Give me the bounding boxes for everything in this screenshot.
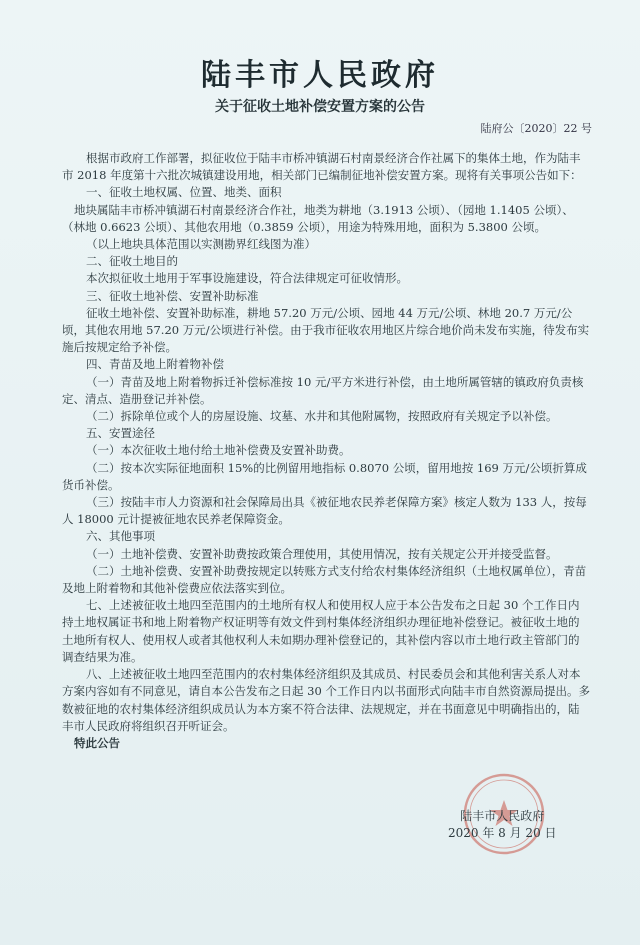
- document-subtitle: 关于征收土地补偿安置方案的公告: [215, 99, 425, 115]
- paragraph: 征收土地补偿、安置补助标准，耕地 57.20 万元/公顷、园地 44 万元/公顷、林地 20.7 万元/公顷，其他农用地 57.20 万元/公顷进行补偿。由于我市征收农用地区片综合地价尚未发布实施，待发布实施后按规定给予补偿。: [62, 305, 590, 355]
- paragraph: （一）土地补偿费、安置补助费按政策合理使用，其使用情况，按有关规定公开并接受监督。: [86, 546, 558, 561]
- document-title: 陆丰市人民政府: [201, 58, 439, 93]
- paragraph: （一）青苗及地上附着物拆迁补偿标准按 10 元/平方米进行补偿，由土地所属管辖的镇政府负责核定、清点、造册登记并补偿。: [62, 374, 584, 406]
- document-body: [62, 150, 590, 752]
- section-heading-6: 六、其他事项: [86, 529, 155, 544]
- paragraph: （二）土地补偿费、安置补助费按规定以转账方式支付给农村集体经济组织（土地权属单位），青苗及地上附着物和其他补偿费应依法落实到位。: [62, 563, 587, 596]
- section-heading-4: 四、青苗及地上附着物补偿: [86, 357, 224, 372]
- signature-org: 陆丰市人民政府: [460, 809, 545, 823]
- section-heading-5: 五、安置途径: [86, 426, 155, 441]
- paragraph: （一）本次征收土地付给土地补偿费及安置补助费。: [86, 443, 351, 458]
- section-heading-3: 三、征收土地补偿、安置补助标准: [86, 288, 259, 303]
- paragraph: 地块属陆丰市桥冲镇湖石村南景经济合作社，地类为耕地（3.1913 公顷）、（园地 1.1405 公顷）、（林地 0.6623 公顷）、其他农用地（0.3859 公顷），用途为特殊用地，面积为 5.3800 公顷。: [62, 202, 574, 234]
- paragraph: （三）按陆丰市人力资源和社会保障局出具《被征地农民养老保障方案》核定人数为 133 人，按每人 18000 元计提被征地农民养老保障资金。: [62, 495, 587, 527]
- section-heading-2: 二、征收土地目的: [86, 254, 178, 269]
- paragraph: （二）拆除单位或个人的房屋设施、坟墓、水井和其他附属物，按照政府有关规定予以补偿。: [86, 409, 558, 424]
- paragraph-intro: 根据市政府工作部署，拟征收位于陆丰市桥冲镇湖石村南景经济合作社属下的集体土地，作为陆丰市 2018 年度第十六批次城镇建设用地，相关部门已编制征地补偿安置方案。现将有关事项公告如下：: [62, 151, 582, 183]
- closing-phrase: 特此公告: [74, 735, 120, 750]
- paragraph-note: （以上地块具体范围以实测勘界红线图为准）: [86, 237, 316, 252]
- section-heading-1: 一、征收土地权属、位置、地类、面积: [86, 185, 282, 200]
- signature-block: [448, 808, 557, 842]
- paragraph: （二）按本次实际征地面积 15%的比例留用地指标 0.8070 公顷，留用地按 169 万元/公顷折算成货币补偿。: [62, 460, 587, 492]
- paragraph: 本次拟征收土地用于军事设施建设，符合法律规定可征收情形。: [86, 271, 408, 286]
- paragraph: 七、上述被征收土地四至范围内的土地所有权人和使用权人应于本公告发布之日起 30 个工作日内持土地权属证书和地上附着物产权证明等有效文件到村集体经济组织办理征地补偿登记。被征收土地的土地所有权人、使用权人或者其他权利人未如期办理补偿登记的，其补偿内容以市土地行政主管部门的调查结果为准。: [62, 598, 580, 664]
- document-number: 陆府公〔2020〕22 号: [480, 122, 592, 135]
- paragraph: 八、上述被征收土地四至范围内的农村集体经济组织及其成员、村民委员会和其他利害关系人对本方案内容如有不同意见，请自本公告发布之日起 30 个工作日内以书面形式向陆丰市自然资源局提出。多数被征地的农村集体经济组织成员认为本方案不符合法律、法规规定，并在书面意见中明确指出的，陆丰市人民政府将组织召开听证会。: [62, 667, 590, 733]
- signature-date: 2020 年 8 月 20 日: [448, 826, 557, 840]
